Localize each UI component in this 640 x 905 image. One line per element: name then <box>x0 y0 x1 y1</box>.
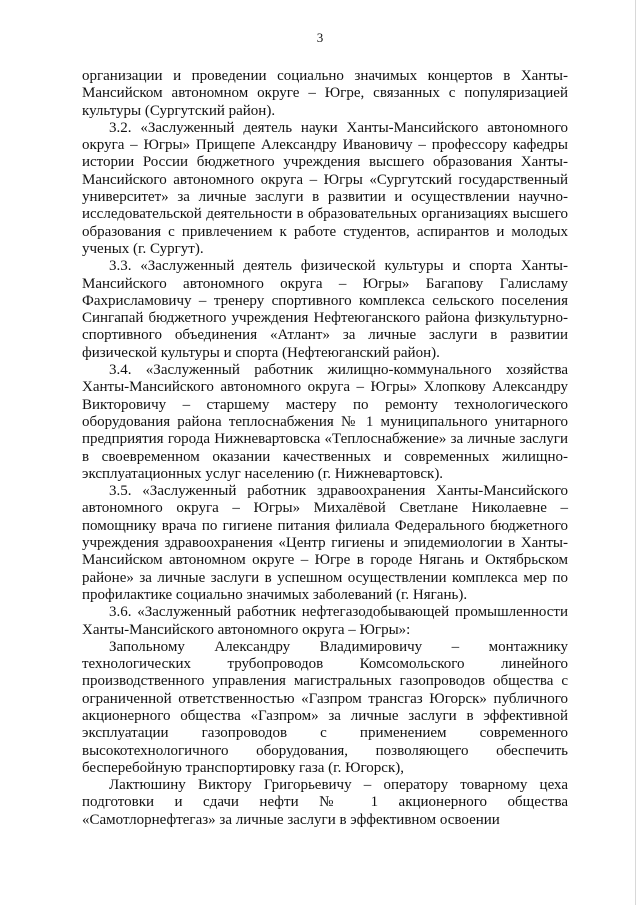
paragraph-3-4: 3.4. «Заслуженный работник жилищно-коммунального хозяйства Ханты-Мансийского автономного округа – Югры» Хлопкову Александру Викторовичу – старшему мастеру по ремонту технологического оборудования района теплоснабжения № 1 муниципального унитарного предприятия города Нижневартовска «Теплоснабжение» за личные заслуги в своевременном оказании качественных и современных жилищно-эксплуатационных услуг населению (г. Нижневартовск). <box>82 362 568 482</box>
page-number: 3 <box>316 30 324 45</box>
paragraph-3-2: 3.2. «Заслуженный деятель науки Ханты-Мансийского автономного округа – Югры» Прищепе Александру Ивановичу – профессору кафедры истории России бюджетного учреждения высшего образования Ханты-Мансийского автономного округа – Югры «Сургутский государственный университет» за личные заслуги в развитии и осуществлении научно-исследовательской деятельности в образовательных организациях высшего образования с привлечением к работе студентов, аспирантов и молодых ученых (г. Сургут). <box>82 119 568 257</box>
document-body <box>82 68 568 829</box>
paragraph-3-5: 3.5. «Заслуженный работник здравоохранения Ханты-Мансийского автономного округа – Югры» Михалёвой Светлане Николаевне – помощнику врача по гигиене питания филиала Федерального бюджетного учреждения здравоохранения «Центр гигиены и эпидемиологии в Ханты-Мансийском автономном округе – Югре в городе Нягань и Октябрьском районе» за личные заслуги в успешном осуществлении комплекса мер по профилактике социально значимых заболеваний (г. Нягань). <box>82 483 568 603</box>
paragraph-laktyushin: Лактюшину Виктору Григорьевичу – оператору товарному цеха подготовки и сдачи нефти № 1 акционерного общества «Самотлорнефтегаз» за личные заслуги в эффективном освоении <box>82 777 568 828</box>
paragraph-3-3: 3.3. «Заслуженный деятель физической культуры и спорта Ханты-Мансийского автономного округа – Югры» Багапову Галисламу Фахрисламовичу – тренеру спортивного комплекса сельского поселения Сингапай бюджетного учреждения Нефтеюганского района физкультурно-спортивного объединения «Атлант» за личные заслуги в развитии физической культуры и спорта (Нефтеюганский район). <box>82 258 568 361</box>
paragraph-zapolny: Запольному Александру Владимировичу – монтажнику технологических трубопроводов Комсомольского линейного производственного управления магистральных газопроводов общества с ограниченной ответственностью «Газпром трансгаз Югорск» публичного акционерного общества «Газпром» за личные заслуги в эффективной эксплуатации газопроводов с применением современного высокотехнологичного оборудования, позволяющего обеспечить бесперебойную транспортировку газа (г. Югорск), <box>82 638 568 776</box>
page-edge <box>635 0 636 905</box>
paragraph-3-6: 3.6. «Заслуженный работник нефтегазодобывающей промышленности Ханты-Мансийского автономного округа – Югры»: <box>82 604 568 638</box>
paragraph-continuation: организации и проведении социально значимых концертов в Ханты-Мансийском автономном округе – Югре, связанных с популяризацией культуры (Сургутский район). <box>82 68 568 119</box>
